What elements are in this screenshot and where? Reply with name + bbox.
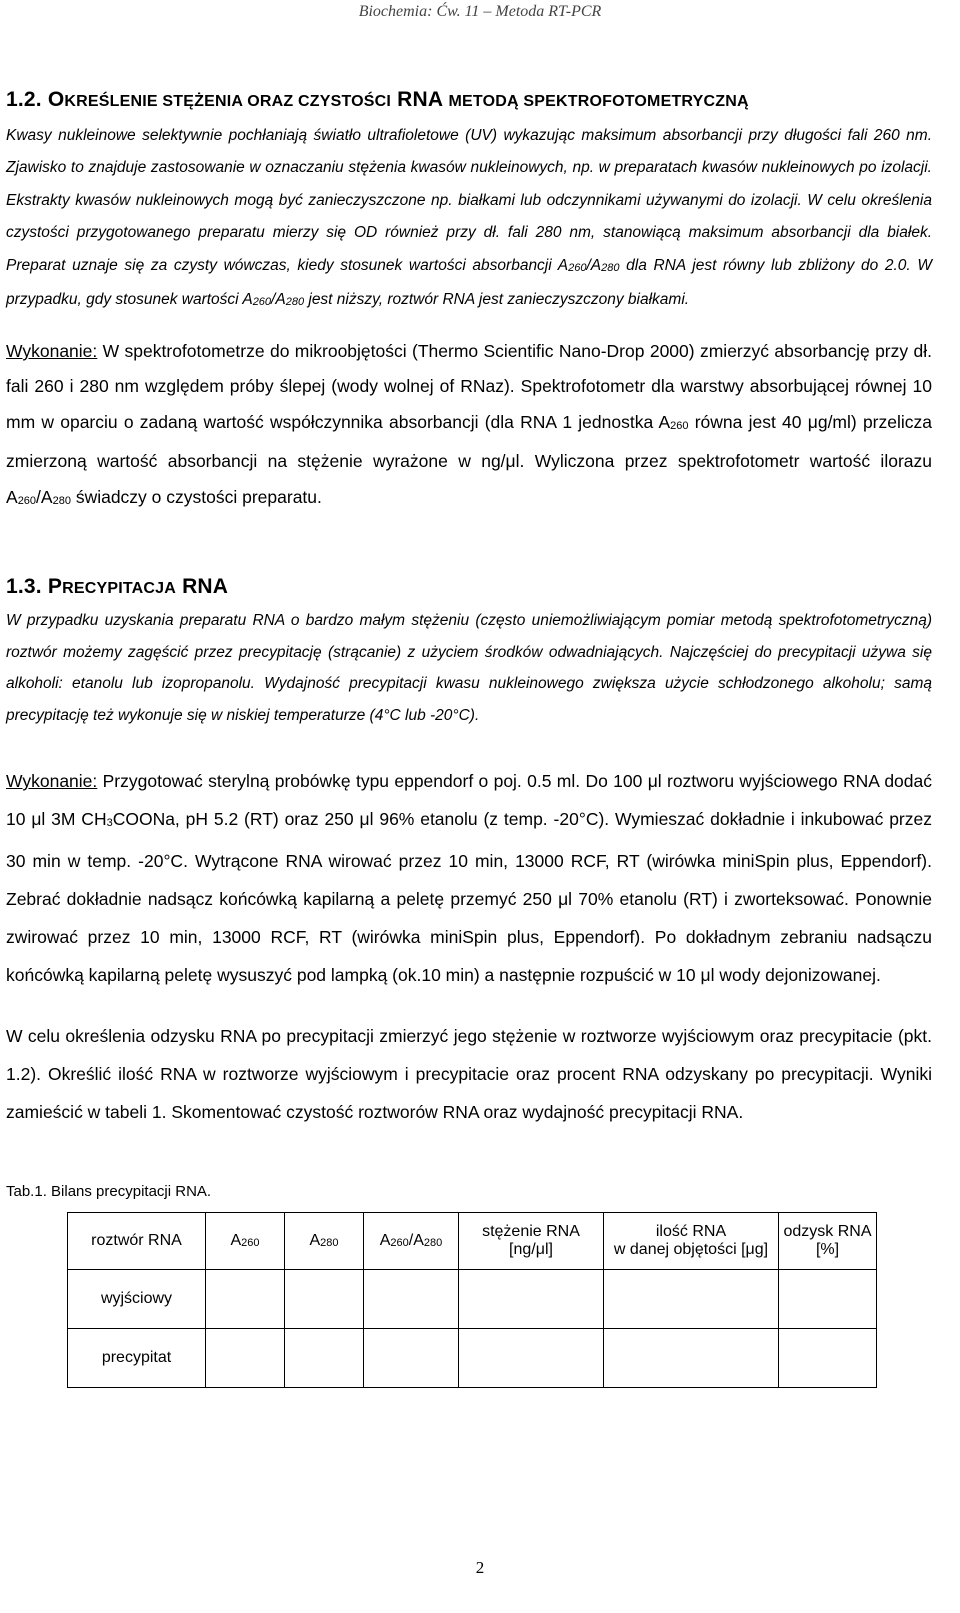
table-cell — [459, 1329, 604, 1388]
title-initial: O — [47, 88, 65, 111]
header-cell: roztwór RNA — [68, 1213, 206, 1270]
header-cell: $A_{280}$ — [285, 1213, 364, 1270]
table-cell — [285, 1329, 364, 1388]
results-table — [67, 1212, 877, 1388]
section-1-2-intro: Kwasy nukleinowe selektywnie pochłaniają światło ultrafioletowe (UV) wykazując maksimum absorbancji przy długości fali 260 nm. Zjawisko to znajduje zastosowanie w oznaczaniu stężenia kwasów nukleinowych, np. w preparatach kwasów nukleinowych po izolacji. Ekstrakty kwasów nukleinowych mogą być zanieczyszczone np. białkami lub odczynnikami używanymi do izolacji. W celu określenia czystości przygotowanego preparatu mierzy się OD również przy dł. fali 280 nm, stanowiącą maksimum absorbancji dla białek. Preparat uznaje się za czysty wówczas, kiedy stosunek wartości absorbancji $A_{260}/A_{280}$ dla RNA jest równy lub zbliżony do 2.0. W przypadku, gdy stosunek wartości $A_{260}/A_{280}$ jest niższy, roztwór RNA jest zanieczyszczony białkami. — [6, 127, 932, 309]
table-cell — [364, 1270, 459, 1329]
table-row — [68, 1270, 877, 1329]
procedure-label: Wykonanie: — [6, 771, 98, 791]
section-1-2-heading — [6, 88, 749, 112]
table-cell — [604, 1329, 779, 1388]
table-cell — [779, 1270, 877, 1329]
section-number: 1.2. — [6, 88, 42, 111]
header-cell: $A_{260}$ — [206, 1213, 285, 1270]
title-part: KREŚLENIE STĘŻENIA ORAZ CZYSTOŚCI — [64, 93, 392, 110]
table-header-row — [68, 1213, 877, 1270]
table-row — [68, 1329, 877, 1388]
row-label: wyjściowy — [68, 1270, 206, 1329]
table-cell — [206, 1270, 285, 1329]
title-part: METODĄ SPEKTROFOTOMETRYCZNĄ — [448, 93, 749, 110]
table-cell — [206, 1329, 285, 1388]
title-initial: P — [47, 575, 63, 598]
header-cell: stężenie RNA [ng/μl] — [459, 1213, 604, 1270]
section-1-3-heading — [6, 575, 228, 599]
table-cell — [364, 1329, 459, 1388]
table-cell — [604, 1270, 779, 1329]
section-1-3-procedure: Wykonanie: Przygotować sterylną probówkę typu eppendorf o poj. 0.5 ml. Do 100 μl roztworu wyjściowego RNA dodać 10 μl 3M $CH_3COONa$, pH 5.2 (RT) oraz 250 μl 96% etanolu (z temp. -20°C). Wymieszać dokładnie i inkubować przez 30 min w temp. -20°C. Wytrącone RNA wirować przez 10 min, 13000 RCF, RT (wirówka miniSpin plus, Eppendorf). Zebrać dokładnie nadsącz końcówką kapilarną a peletę przemyć 250 μl 70% etanolu (RT) i zworteksować. Ponownie zwirować przez 10 min, 13000 RCF, RT (wirówka miniSpin plus, Eppendorf). Po dokładnym zebraniu nadsączu końcówką kapilarną peletę wysuszyć pod lampką (ok.10 min) a następnie rozpuścić w 10 μl wody dejonizowanej. — [6, 771, 932, 985]
section-number: 1.3. — [6, 575, 42, 598]
running-header: Biochemia: Ćw. 11 – Metoda RT-PCR — [358, 3, 602, 20]
section-1-2-procedure: Wykonanie: W spektrofotometrze do mikroobjętości (Thermo Scientific Nano-Drop 2000) zmierzyć absorbancję przy dł. fali 260 i 280 nm względem próby ślepej (wody wolnej of RNaz). Spektrofotometr dla warstwy absorbującej równej 10 mm w oparciu o zadaną wartość współczynnika absorbancji (dla RNA 1 jednostka $A_{260}$ równa jest 40 μg/ml) przelicza zmierzoną wartość absorbancji na stężenie wyrażone w ng/μl. Wyliczona przez spektrofotometr wartość ilorazu $A_{260}/A_{280}$ świadczy o czystości preparatu. — [6, 341, 932, 507]
header-cell: $A_{260}/A_{280}$ — [364, 1213, 459, 1270]
table-cell — [779, 1329, 877, 1388]
title-rna: RNA — [182, 575, 229, 598]
table-cell — [459, 1270, 604, 1329]
row-label: precypitat — [68, 1329, 206, 1388]
header-cell: odzysk RNA [%] — [779, 1213, 877, 1270]
table-caption: Tab.1. Bilans precypitacji RNA. — [6, 1183, 212, 1200]
section-1-3-final-paragraph: W celu określenia odzysku RNA po precypitacji zmierzyć jego stężenie w roztworze wyjściowym oraz precypitacie (pkt. 1.2). Określić ilość RNA w roztworze wyjściowym i precypitacie oraz procent RNA odzyskany po precypitacji. Wyniki zamieścić w tabeli 1. Skomentować czystość roztworów RNA oraz wydajność precypitacji RNA. — [6, 1026, 932, 1122]
section-1-3-intro: W przypadku uzyskania preparatu RNA o bardzo małym stężeniu (często uniemożliwiającym pomiar metodą spektrofotometryczną) roztwór możemy zagęścić przez precypitację (strącanie) z użyciem środków odwadniających. Najczęściej do precypitacji używa się alkoholi: etanolu lub izopropanolu. Wydajność precypitacji kwasu nukleinowego zwiększa użycie schłodzonego alkoholu; samą precypitację też wykonuje się w niskiej temperaturze (4°C lub -20°C). — [6, 612, 932, 724]
procedure-label: Wykonanie: — [6, 341, 98, 361]
header-cell: ilość RNA w danej objętości [μg] — [604, 1213, 779, 1270]
title-part: RECYPITACJA — [62, 580, 177, 597]
title-rna: RNA — [397, 88, 443, 111]
page-number: 2 — [475, 1558, 485, 1577]
table-cell — [285, 1270, 364, 1329]
